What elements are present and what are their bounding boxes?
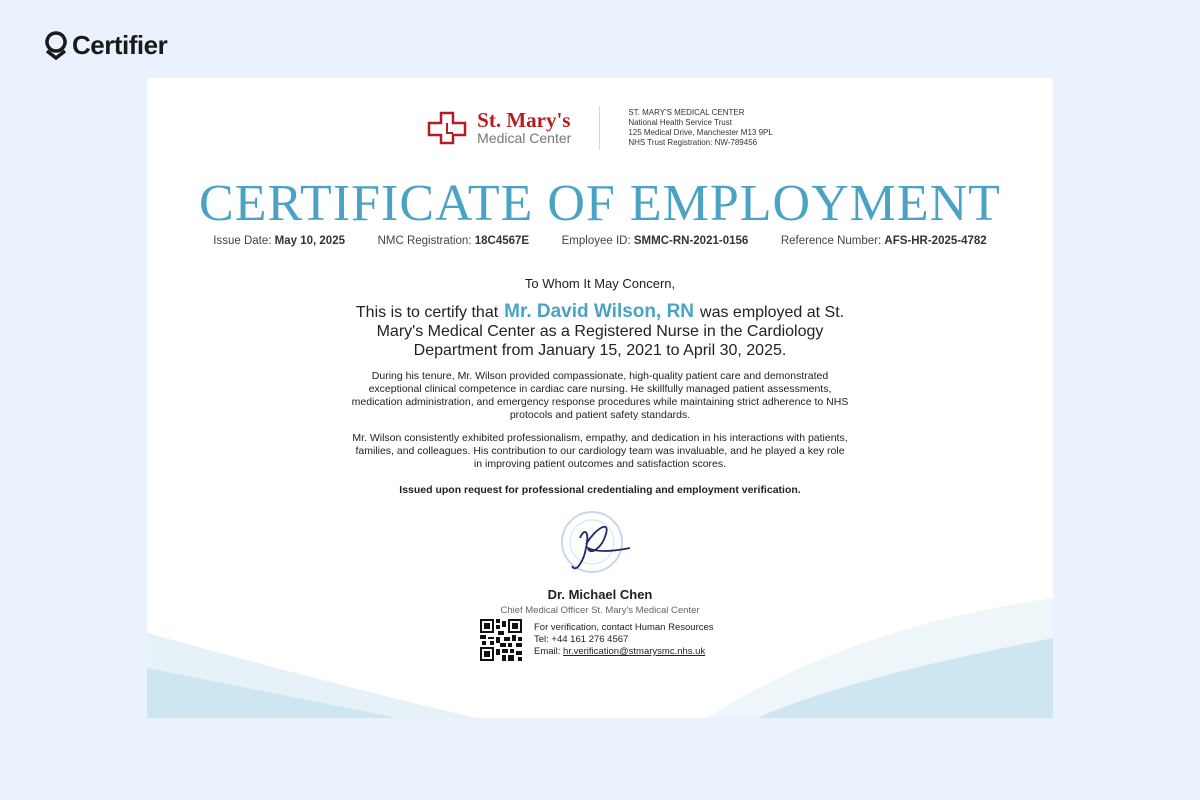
salutation: To Whom It May Concern,: [524, 276, 676, 291]
verification-instruction: For verification, contact Human Resources: [534, 622, 714, 633]
signatory-title: Chief Medical Officer St. Mary's Medical Center: [500, 605, 700, 616]
signature-with-seal: [540, 508, 660, 580]
meta-issue-date: Issue Date: May 10, 2025: [213, 235, 345, 247]
signature-block: [147, 508, 1053, 616]
qr-code-icon[interactable]: [480, 619, 522, 661]
org-details: [600, 108, 773, 148]
certificate-meta: [147, 235, 1053, 247]
verification-email-link[interactable]: hr.verification@stmarysmc.nhs.uk: [563, 646, 706, 657]
meta-reference-number: Reference Number: AFS-HR-2025-4782: [780, 235, 987, 247]
certifier-logo-icon: [44, 31, 68, 61]
certificate-title: CERTIFICATE OF EMPLOYMENT: [199, 175, 1001, 232]
org-line: 125 Medical Drive, Manchester M13 9PL: [628, 128, 773, 137]
meta-employee-id: Employee ID: SMMC-RN-2021-0156: [561, 235, 749, 247]
verification-phone: Tel: +44 161 276 4567: [534, 634, 629, 645]
certification-statement: This is to certify that Mr. David Wilson, RN was employed at St. Mary's Medical Center as a Registered Nurse in the Cardiology Department from January 15, 2021 to April 30, 2025.: [355, 301, 845, 359]
medical-cross-icon: [427, 111, 467, 145]
meta-nmc-registration: NMC Registration: 18C4567E: [377, 235, 530, 247]
certificate-body: [350, 276, 850, 496]
certificate: [147, 78, 1053, 718]
org-logo: [427, 106, 600, 150]
verification-block: [480, 619, 714, 661]
paragraph-tenure: During his tenure, Mr. Wilson provided compassionate, high-quality patient care and demonstrated exceptional clinical competence in cardiac care nursing. He skillfully managed patient assessments, medication administration, and emergency response procedures while maintaining strict adherence to NHS protocols and patient safety standards.: [351, 370, 849, 421]
verification-text: [534, 622, 714, 658]
org-logo-name: St. Mary's: [477, 108, 571, 132]
certifier-logo: [44, 30, 167, 61]
brand-name: Certifier: [72, 30, 168, 60]
certificate-header: [147, 106, 1053, 150]
org-line: National Health Service Trust: [628, 118, 732, 127]
employee-name: Mr. David Wilson, RN: [504, 301, 695, 322]
issued-note: Issued upon request for professional credentialing and employment verification.: [399, 484, 801, 496]
org-logo-sub: Medical Center: [477, 130, 572, 146]
org-line: NHS Trust Registration: NW-789456: [628, 138, 758, 147]
org-line: ST. MARY'S MEDICAL CENTER: [628, 108, 745, 117]
verification-email-row: Email: hr.verification@stmarysmc.nhs.uk: [534, 646, 706, 657]
paragraph-conduct: Mr. Wilson consistently exhibited professionalism, empathy, and dedication in his interactions with patients, families, and colleagues. His contribution to our cardiology team was invaluable, and he played a key role in improving patient outcomes and satisfaction scores.: [352, 432, 848, 470]
signatory-name: Dr. Michael Chen: [547, 587, 653, 602]
